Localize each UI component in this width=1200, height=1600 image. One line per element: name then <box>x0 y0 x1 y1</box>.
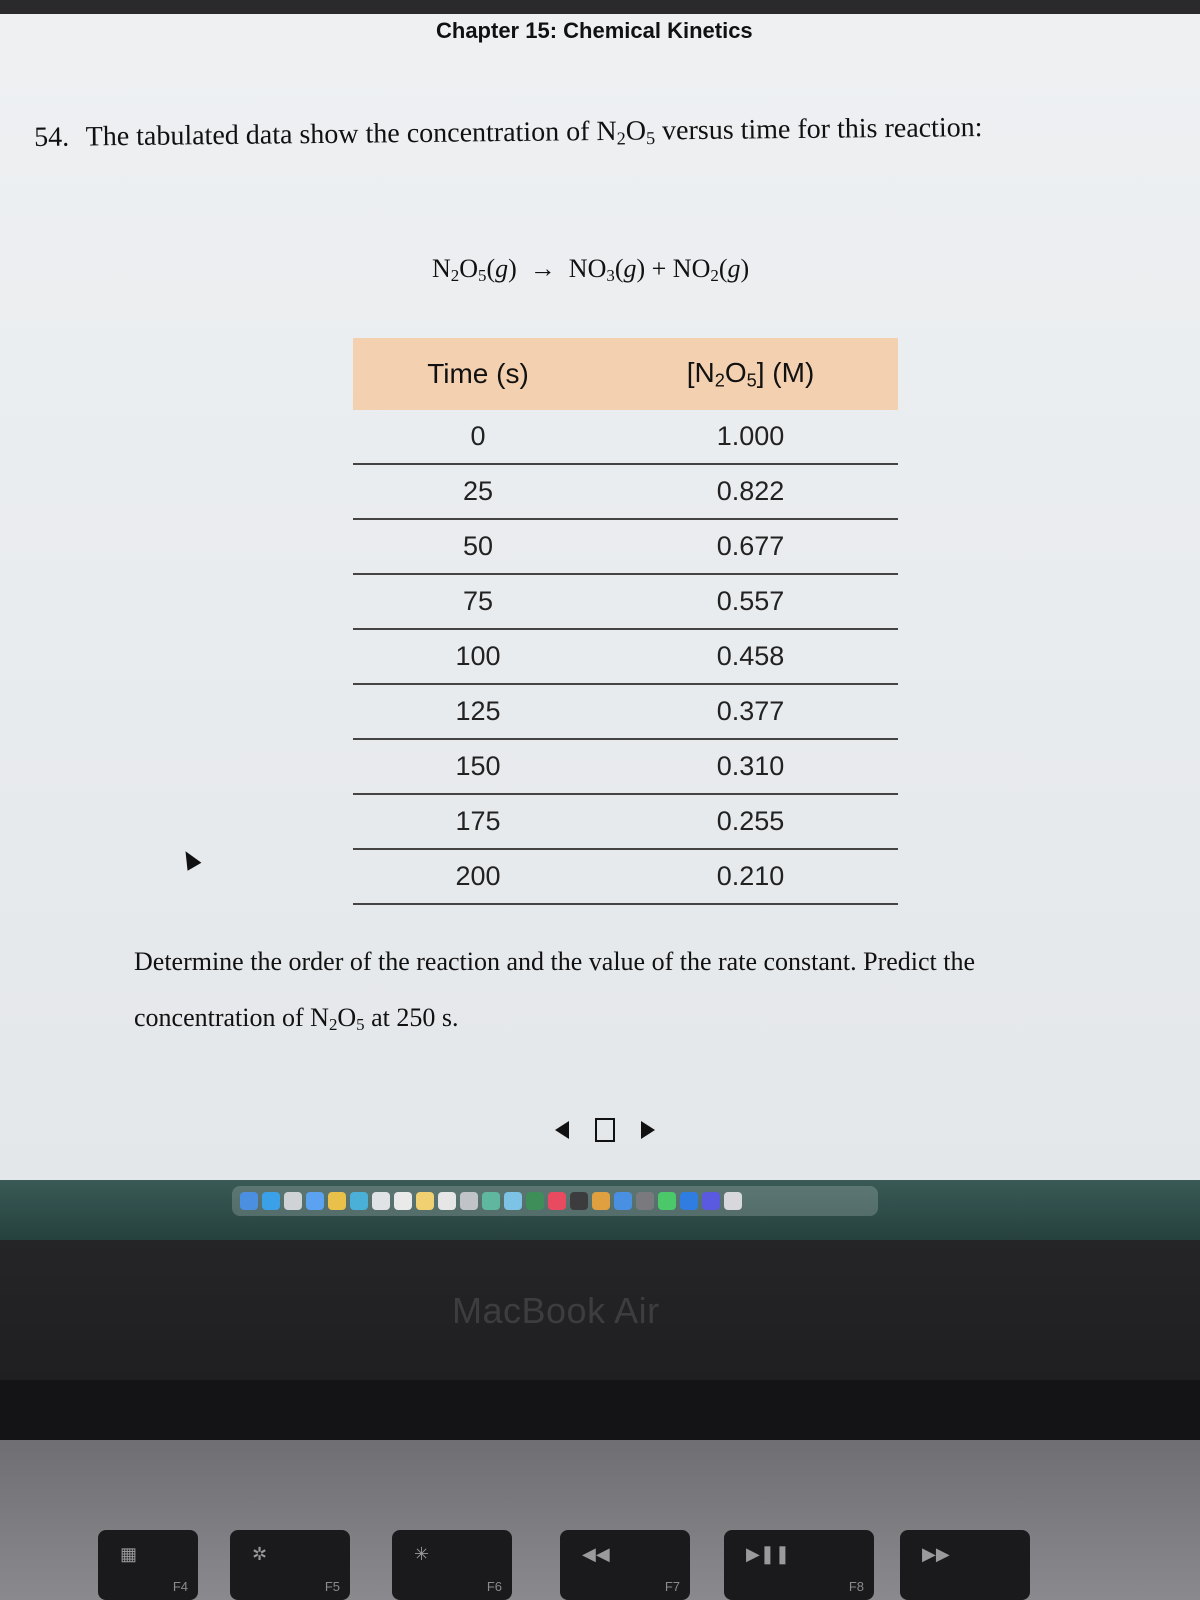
dock-tray <box>232 1186 878 1216</box>
dock-app-icon[interactable] <box>372 1192 390 1210</box>
dock-app-icon[interactable] <box>416 1192 434 1210</box>
time-cell: 175 <box>455 806 501 836</box>
table-row <box>353 575 898 630</box>
ebook-page <box>0 14 1200 1180</box>
table-row <box>353 685 898 740</box>
dock-app-icon[interactable] <box>526 1192 544 1210</box>
time-cell: 100 <box>455 641 501 671</box>
dock-app-icon[interactable] <box>614 1192 632 1210</box>
dock-app-icon[interactable] <box>636 1192 654 1210</box>
concentration-cell: 0.255 <box>716 806 785 836</box>
play-pause-icon: ▶❚❚ <box>746 1544 791 1564</box>
time-cell: 200 <box>455 861 501 891</box>
dock-app-icon[interactable] <box>702 1192 720 1210</box>
key-f9[interactable] <box>900 1530 1030 1600</box>
dock <box>0 1180 1200 1240</box>
table-row <box>353 630 898 685</box>
key-f7[interactable]: ◀◀ F7 <box>560 1530 690 1600</box>
dock-app-icon[interactable] <box>658 1192 676 1210</box>
dock-app-icon[interactable] <box>438 1192 456 1210</box>
key-f6[interactable]: ✳ F6 <box>392 1530 512 1600</box>
key-f8[interactable]: ▶❚❚ F8 <box>724 1530 874 1600</box>
dock-app-icon[interactable] <box>504 1192 522 1210</box>
dock-app-icon[interactable] <box>350 1192 368 1210</box>
table-row <box>353 410 898 465</box>
table-row <box>353 850 898 905</box>
time-cell: 50 <box>462 531 494 561</box>
dock-app-icon[interactable] <box>570 1192 588 1210</box>
dock-app-icon[interactable] <box>306 1192 324 1210</box>
dock-app-icon[interactable] <box>262 1192 280 1210</box>
rewind-icon: ◀◀ <box>582 1544 610 1564</box>
table-row <box>353 795 898 850</box>
table-body <box>353 410 898 905</box>
key-f5[interactable]: ✲ F5 <box>230 1530 350 1600</box>
question-body: The tabulated data show the concentration of $N_2O_5$ versus time for this reaction: <box>85 112 983 153</box>
laptop-brand-label: MacBook Air <box>452 1290 660 1331</box>
concentration-cell: 0.377 <box>716 696 785 726</box>
previous-page-icon[interactable] <box>555 1121 569 1139</box>
table-row <box>353 465 898 520</box>
launchpad-icon: ▦ <box>120 1544 138 1564</box>
question-text <box>34 110 1184 156</box>
concentration-cell: 0.310 <box>716 751 785 781</box>
question-number: 54. <box>34 121 70 153</box>
concentration-cell: 0.210 <box>716 861 785 891</box>
concentration-cell: 0.677 <box>716 531 785 561</box>
concentration-cell: 0.822 <box>716 476 785 506</box>
question-prompt <box>134 934 1154 1053</box>
time-cell: 125 <box>455 696 501 726</box>
hinge <box>0 1380 1200 1440</box>
time-cell: 75 <box>462 586 494 616</box>
dock-app-icon[interactable] <box>394 1192 412 1210</box>
column-header-time: Time (s) <box>427 358 529 389</box>
time-cell: 25 <box>462 476 494 506</box>
prompt-line-2: concentration of $N_2O_5$ at 250 s. <box>134 1003 459 1035</box>
dock-app-icon[interactable] <box>680 1192 698 1210</box>
dock-app-icon[interactable] <box>724 1192 742 1210</box>
column-header-concentration: $[N_2O_5]$ (M) <box>686 356 815 391</box>
page-navigation <box>555 1118 655 1142</box>
fast-forward-icon: ▶▶ <box>922 1544 950 1564</box>
dock-app-icon[interactable] <box>548 1192 566 1210</box>
bookmark-icon[interactable] <box>595 1118 615 1142</box>
next-page-icon[interactable] <box>641 1121 655 1139</box>
dock-app-icon[interactable] <box>240 1192 258 1210</box>
prompt-line-1: Determine the order of the reaction and the value of the rate constant. Predict the <box>134 947 976 976</box>
time-cell: 150 <box>455 751 501 781</box>
keyboard-brightness-up-icon: ✳ <box>414 1544 430 1564</box>
table-row <box>353 740 898 795</box>
table-header <box>353 338 898 410</box>
mouse-pointer-icon <box>179 847 202 871</box>
top-bezel <box>0 0 1200 14</box>
dock-app-icon[interactable] <box>460 1192 478 1210</box>
table-row <box>353 520 898 575</box>
dock-app-icon[interactable] <box>284 1192 302 1210</box>
concentration-cell: 0.458 <box>716 641 785 671</box>
concentration-cell: 0.557 <box>716 586 785 616</box>
key-f4[interactable]: ▦ F4 <box>98 1530 198 1600</box>
reaction-equation: $N_2O_5(g) \to NO_3(g) + NO_2(g)$ <box>432 254 750 286</box>
time-cell: 0 <box>470 421 486 451</box>
keyboard-brightness-icon: ✲ <box>252 1544 268 1564</box>
dock-app-icon[interactable] <box>328 1192 346 1210</box>
dock-app-icon[interactable] <box>592 1192 610 1210</box>
dock-app-icon[interactable] <box>482 1192 500 1210</box>
concentration-table <box>353 338 898 905</box>
concentration-cell: 1.000 <box>716 421 785 451</box>
chapter-title: Chapter 15: Chemical Kinetics <box>436 18 753 43</box>
